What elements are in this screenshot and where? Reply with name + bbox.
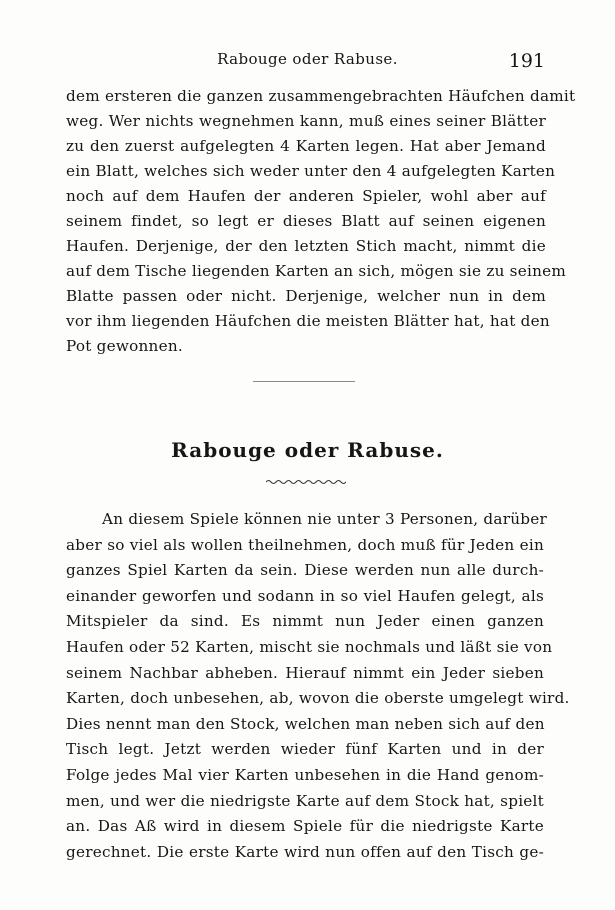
text-line: dem ersteren die ganzen zusammengebrachten Häufchen damit: [66, 87, 576, 105]
text-line: einander geworfen und sodann in so viel Haufen gelegt, als: [66, 586, 544, 605]
text-line: An diesem Spiele können nie unter 3 Personen, darüber: [102, 510, 547, 528]
section-title: Rabouge oder Rabuse.: [171, 438, 444, 462]
text-line: Dies nennt man den Stock, welchen man neben sich auf den: [66, 714, 545, 733]
paragraph-continued: [66, 84, 576, 359]
text-line: Tisch legt. Jetzt werden wieder fünf Karten und in der: [66, 740, 544, 759]
text-line: an. Das Aß wird in diesem Spiele für die niedrigste Karte: [66, 817, 544, 836]
paragraph-body: [66, 507, 570, 865]
text-line: ganzes Spiel Karten da sein. Diese werden nun alle durch-: [66, 561, 544, 580]
text-line: Blatte passen oder nicht. Derjenige, welcher nun in dem: [66, 287, 546, 305]
text-line: seinem Nachbar abheben. Hierauf nimmt ein Jeder sieben: [66, 663, 544, 682]
text-line: gerechnet. Die erste Karte wird nun offen auf den Tisch ge-: [66, 842, 544, 861]
text-line: aber so viel als wollen theilnehmen, doch muß für Jeden ein: [66, 535, 544, 554]
text-line: seinem findet, so legt er dieses Blatt auf seinen eigenen: [66, 212, 546, 230]
text-line: weg. Wer nichts wegnehmen kann, muß eines seiner Blätter: [66, 112, 546, 130]
text-line: ein Blatt, welches sich weder unter den 4 aufgelegten Karten: [66, 162, 556, 180]
text-line: Mitspieler da sind. Es nimmt nun Jeder einen ganzen: [66, 612, 544, 631]
text-line: zu den zuerst aufgelegten 4 Karten legen. Hat aber Jemand: [66, 137, 546, 155]
text-line: Haufen. Derjenige, der den letzten Stich macht, nimmt die: [66, 237, 546, 255]
running-title: Rabouge oder Rabuse.: [217, 50, 398, 68]
page-number: 191: [508, 50, 545, 72]
ornament-rule: [266, 478, 346, 486]
text-line: men, und wer die niedrigste Karte auf dem Stock hat, spielt: [66, 791, 544, 810]
section-divider: [253, 381, 355, 382]
running-header: [0, 46, 615, 76]
text-line: vor ihm liegenden Häufchen die meisten Blätter hat, hat den: [66, 312, 550, 330]
text-line: noch auf dem Haufen der anderen Spieler, wohl aber auf: [66, 187, 546, 205]
text-line: Folge jedes Mal vier Karten unbesehen in die Hand genom-: [66, 765, 544, 784]
text-line: Pot gewonnen.: [66, 337, 183, 355]
text-line: auf dem Tische liegenden Karten an sich, mögen sie zu seinem: [66, 262, 566, 280]
text-line: Karten, doch unbesehen, ab, wovon die oberste umgelegt wird.: [66, 689, 570, 708]
text-line: Haufen oder 52 Karten, mischt sie nochmals und läßt sie von: [66, 637, 553, 656]
